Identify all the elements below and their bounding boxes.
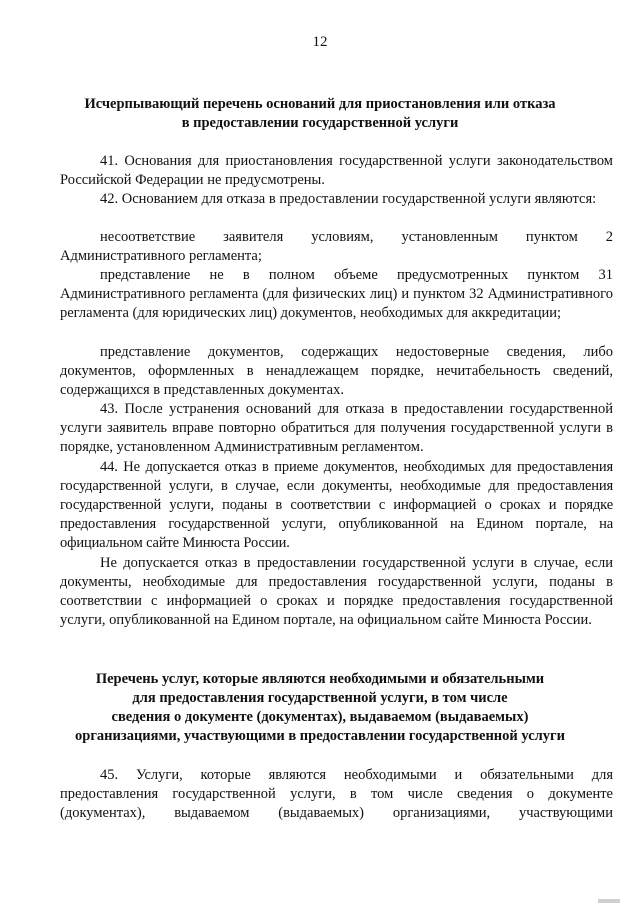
section-heading-required-services <box>60 670 580 746</box>
paragraph-42-item-1: несоответствие заявителя условиям, установленным пунктом 2 Административного регламента; <box>60 229 613 264</box>
heading-line: для предоставления государственной услуги, в том числе <box>132 690 508 706</box>
paragraph-43: 43. После устранения оснований для отказа в предоставлении государственной услуги заявитель вправе повторно обратиться для получения государственной услуги в порядке, установленном Административным регламентом. <box>60 401 613 455</box>
paragraph-44-continued: Не допускается отказ в предоставлении государственной услуги в случае, если документы, необходимые для предоставления государственной услуги, поданы в соответствии с информацией о сроках и порядке предоставления государственной услуги, опубликованной на Едином портале, на официальном сайте Минюста России. <box>60 555 613 628</box>
paragraph-45: 45. Услуги, которые являются необходимыми и обязательными для предоставления государственной услуги, в том числе сведения о документе (документах), выдаваемом (выдаваемых) организациями, участвующими <box>60 767 613 821</box>
heading-line: Исчерпывающий перечень оснований для приостановления или отказа <box>84 96 556 112</box>
paragraph-42: 42. Основанием для отказа в предоставлении государственной услуги являются: <box>100 191 597 207</box>
section-heading-grounds-for-refusal <box>60 95 580 133</box>
heading-line: организациями, участвующими в предоставлении государственной услуги <box>75 728 565 744</box>
heading-line: Перечень услуг, которые являются необходимыми и обязательными <box>95 671 545 687</box>
page-number: 12 <box>312 34 328 50</box>
paragraph-41: 41. Основания для приостановления государственной услуги законодательством Российской Федерации не предусмотрены. <box>60 153 613 188</box>
heading-line: в предоставлении государственной услуги <box>181 115 459 131</box>
paragraph-44: 44. Не допускается отказ в приеме документов, необходимых для предоставления государственной услуги, в случае, если документы, необходимые для предоставления государственной услуги, поданы в соответствии с информацией о сроках и порядке предоставления государственной услуги, опубликованной на Едином портале, на официальном сайте Минюста России. <box>60 459 613 551</box>
paragraph-42-item-3: представление документов, содержащих недостоверные сведения, либо документов, оформленных в ненадлежащем порядке, нечитабельность сведений, содержащихся в представленных документах. <box>60 344 613 398</box>
heading-line: сведения о документе (документах), выдаваемом (выдаваемых) <box>111 709 529 725</box>
paragraph-42-item-2: представление не в полном объеме предусмотренных пунктом 31 Административного регламента (для физических лиц) и пунктом 32 Административного регламента (для юридических лиц) документов, необходимых для аккредитации; <box>60 267 613 321</box>
scan-edge-mark <box>598 899 620 903</box>
